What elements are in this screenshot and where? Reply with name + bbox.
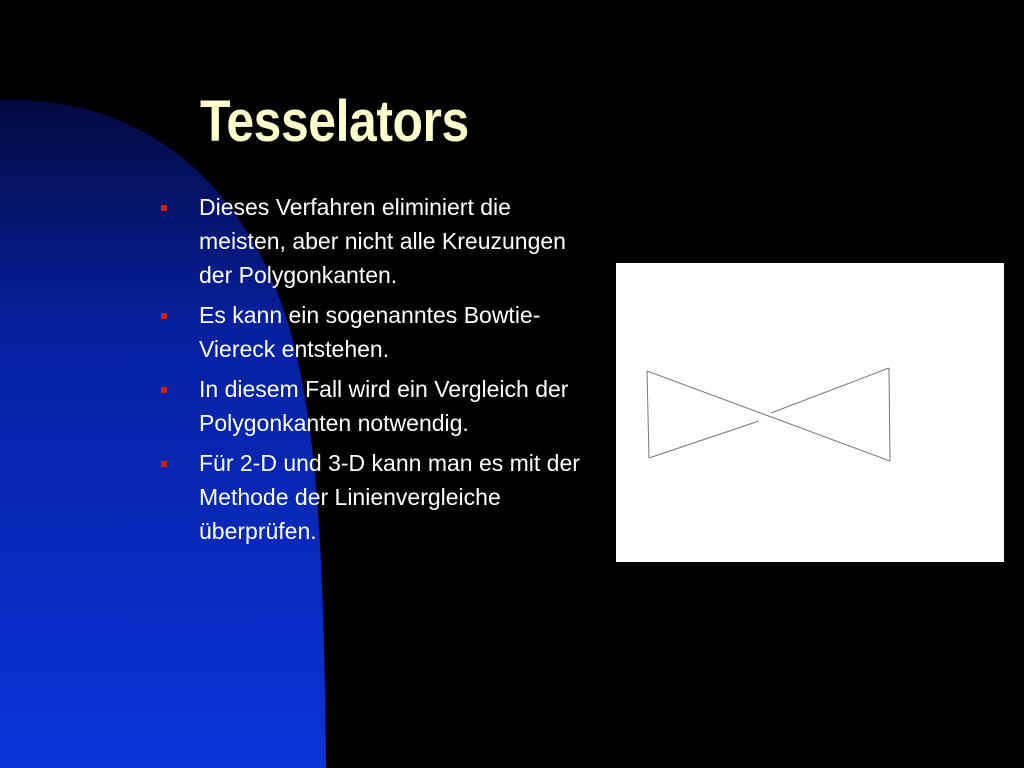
bullet-text: Für 2-D und 3-D kann man es mit der Methode der Linienvergleiche überprüfen. xyxy=(199,450,580,544)
bullet-item xyxy=(160,446,590,548)
bullet-text: Es kann ein sogenanntes Bowtie-Viereck entstehen. xyxy=(199,302,541,362)
bullet-item xyxy=(160,190,590,292)
bullet-item xyxy=(160,298,590,366)
bullet-text: In diesem Fall wird ein Vergleich der Polygonkanten notwendig. xyxy=(199,376,569,436)
bowtie-quadrilateral-diagram xyxy=(616,263,1004,562)
bowtie-upper-right-segment xyxy=(771,368,889,413)
bowtie-right-edge xyxy=(889,368,890,461)
bullet-square-icon xyxy=(161,461,167,467)
slide-title: Tesselators xyxy=(200,89,469,154)
bullet-text: Dieses Verfahren eliminiert die meisten, aber nicht alle Kreuzungen der Polygonkanten. xyxy=(199,194,566,288)
bullet-square-icon xyxy=(161,387,167,393)
bullet-list xyxy=(160,190,590,554)
bullet-item xyxy=(160,372,590,440)
bullet-square-icon xyxy=(161,205,167,211)
bowtie-diagonal-top-left-to-bottom-right xyxy=(647,371,890,461)
bowtie-left-edge xyxy=(647,371,649,458)
bowtie-figure xyxy=(616,263,1004,562)
bowtie-lower-left-segment xyxy=(649,421,759,458)
bullet-square-icon xyxy=(161,313,167,319)
